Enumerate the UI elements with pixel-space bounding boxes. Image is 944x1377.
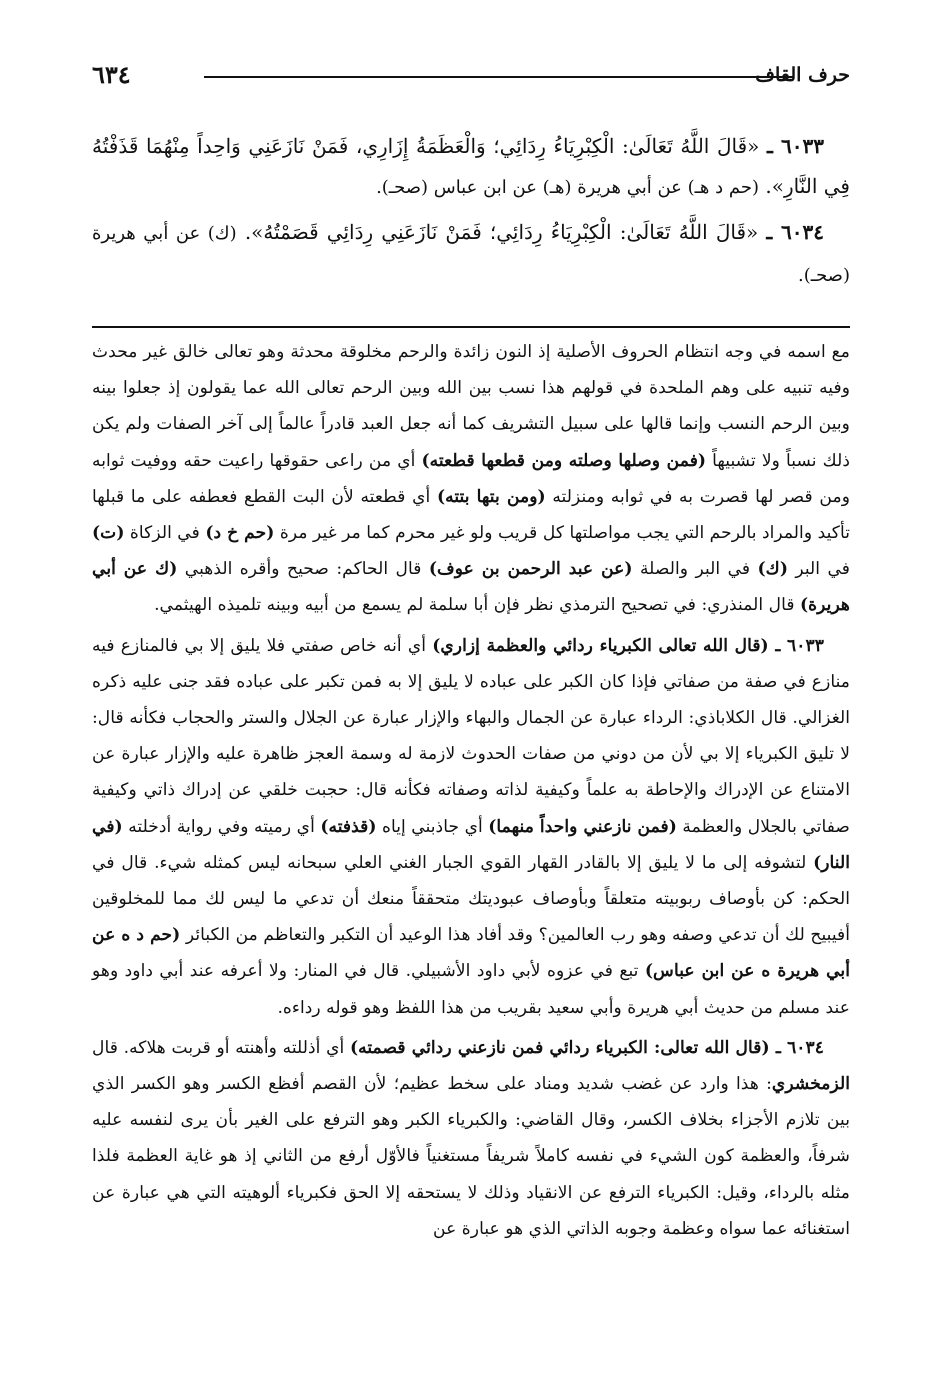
commentary-text: في الزكاة [129, 523, 200, 544]
commentary-section [92, 334, 850, 1247]
commentary-text: تبع في عزوه لأبي داود الأشبيلي. قال في المنار: ولا أعرفه عند أبي داود وهو عند مسلم من حديث أبي هريرة وأبي سعيد بقريب من هذا اللفظ وهو قوله رداءه. [92, 961, 850, 1018]
narrator: (عن عبد الرحمن بن عوف) [428, 559, 633, 580]
footnote-separator [92, 326, 850, 328]
page-header [92, 52, 850, 92]
hadith-source: (ك) عن أبي هريرة (صحـ). [92, 223, 850, 286]
commentary-paragraph-3 [92, 1030, 850, 1247]
commentary-quote: (قذفته) [320, 816, 377, 837]
commentary-text: قال الحاكم: صحيح وأقره الذهبي [184, 559, 422, 580]
hadith-number: ٦٠٣٤ ـ [766, 220, 825, 244]
hadith-source: (حم د هـ) عن أبي هريرة (هـ) عن ابن عباس (صحـ). [376, 177, 760, 198]
narrator: (ك عن أبي هريرة) [92, 559, 850, 616]
hadith-number: ٦٠٣٣ ـ [766, 134, 825, 158]
commentary-text: أي أنه خاص صفتي فلا يليق إلا بي فالمنازع فيه منازع في صفة من صفاتي فإذا كان الكبر على عباده لا يليق إلا به فمن تكبر على عباده فقد جنى عليه ذكره الغزالي. قال الكلاباذي: الرداء عبارة عن الجمال والبهاء والإزار عبارة عن الجلال والستر والحجاب فكأنه قال: لا تليق الكبرياء إلا بي لأن من دوني من صفات الحدوث لازمة له وسمة العجز ظاهرة عليه والإزار عبارة عن الامتناع عن الإدراك والإحاطة به علماً وكيفية لذاته وصفاته فكأنه قال: حجبت خلقي عن إدراك ذاتي وكيفية صفاتي بالجلال والعظمة [92, 635, 850, 837]
source-code: (ت) [92, 523, 125, 544]
commentary-text: مع اسمه في وجه انتظام الحروف الأصلية إذ النون زائدة والرحم مخلوقة محدثة وهو تعالى خالق غير محدث وفيه تنبيه على وهم الملحدة في قولهم هذا نسب بين الله وبين الرحم تعالى الله عما يقولون إذ جعلوا بينه وبين الرحم النسب وإنما قالها على سبيل التشريف كما أنه جعل العبد قادراً عالماً إلى آخر الصفات ولم يكن ذلك نسباً ولا تشبيهاً [92, 342, 851, 471]
commentary-text: أي أذللته وأهنته أو قربت هلاكه. قال [92, 1037, 345, 1058]
hadith-section [92, 126, 850, 296]
commentary-text: أي قطعته لأن البت القطع فعطفه على ما قبلها تأكيد والمراد بالرحم التي يجب مواصلتها كل قريب ولو غير محرم كما مر غير مرة [92, 486, 850, 544]
source-code: (ك) [757, 559, 788, 580]
hadith-text: «قَالَ اللَّهُ تَعَالَىٰ: الْكِبْرِيَاءُ رِدَائِي؛ فَمَنْ نَازَعَنِي رِدَائِي قَصَمْتُهُ». [244, 220, 759, 244]
commentary-heading: ٦٠٣٤ ـ (قال الله تعالى: الكبرياء ردائي فمن نازعني ردائي قصمته) [350, 1037, 824, 1058]
commentary-text: أي من راعى حقوقها راعيت حقه ووفيت ثوابه ومن قصر لها قصرت به في ثوابه ومنزلته [92, 450, 850, 507]
commentary-text: لتشوفه إلى ما لا يليق إلا بالقادر القهار القوي الجبار الغني العلي سبحانه ليس كمثله شيء. قال في الحكم: كن بأوصاف ربوبيته متعلقاً وبأوصاف عبوديتك متحققاً منعك أن تدعي ما ليس لك مما للمخلوقين أفيبيح لك أن تدعي وصفه وهو رب العالمين؟ وقد أفاد هذا الوعيد أن التكبر والتعاظم من الكبائر [92, 852, 850, 946]
commentary-text: : هذا وارد عن غضب شديد ومناد على سخط عظيم؛ لأن القصم أفظع الكسر وهو الكسر الذي بين تلازم الأجزاء بخلاف الكسر، وقال القاضي: والكبرياء الكبر وهو الترفع على الغير بأن يرى لنفسه عليه شرفاً، والعظمة كون الشيء في نفسه كاملاً شريفاً مستغنياً فالأوّل أرفع من الثاني إذ هو غاية العظمة فلذا مثله بالرداء، وقيل: الكبرياء الترفع عن الانقياد وذلك لا يستحقه إلا الحق فكبرياء ألوهيته التي هي عبارة عن استغنائه عما سواه وعظمة وجوبه الذاتي الذي هو عبارة عن [92, 1074, 850, 1239]
commentary-quote: (فمن نازعني واحداً منهما) [488, 816, 677, 837]
chapter-title: حرف القاف [755, 64, 850, 86]
commentary-quote: (ومن بتها بتته) [436, 486, 546, 507]
scholar-name: الزمخشري [771, 1074, 850, 1095]
commentary-paragraph-2 [92, 628, 850, 1026]
commentary-paragraph-1 [92, 334, 850, 624]
narrator: (حم د ه عن أبي هريرة ه عن ابن عباس) [92, 925, 850, 982]
page-number: ٦٣٤ [92, 60, 131, 89]
commentary-quote: (فمن وصلها وصلته ومن قطعها قطعته) [421, 450, 707, 471]
commentary-text: أي جاذبني إياه [381, 816, 483, 837]
commentary-text: في البر والصلة [639, 559, 751, 580]
commentary-text: قال المنذري: في تصحيح الترمذي نظر فإن أبا سلمة لم يسمع من أبيه وبينه تلميذه الهيثمي. [154, 595, 795, 616]
book-page [92, 52, 850, 1352]
source-code: (حم خ د) [205, 523, 275, 544]
commentary-heading: ٦٠٣٣ ـ (قال الله تعالى الكبرياء ردائي والعظمة إزاري) [432, 635, 824, 656]
hadith-6034 [92, 212, 850, 296]
hadith-text: «قَالَ اللَّهُ تَعَالَىٰ: الْكِبْرِيَاءُ رِدَائِي؛ وَالْعَظَمَةُ إِزَارِي، فَمَنْ نَازَعَنِي وَاحِداً مِنْهُمَا قَذَفْتُهُ فِي النَّارِ». [92, 134, 850, 198]
commentary-quote: (في النار) [92, 816, 850, 873]
header-line [204, 76, 794, 78]
commentary-text: في البر [795, 559, 850, 580]
hadith-6033 [92, 126, 850, 208]
commentary-text: أي رميته وفي رواية أدخلته [128, 816, 315, 837]
